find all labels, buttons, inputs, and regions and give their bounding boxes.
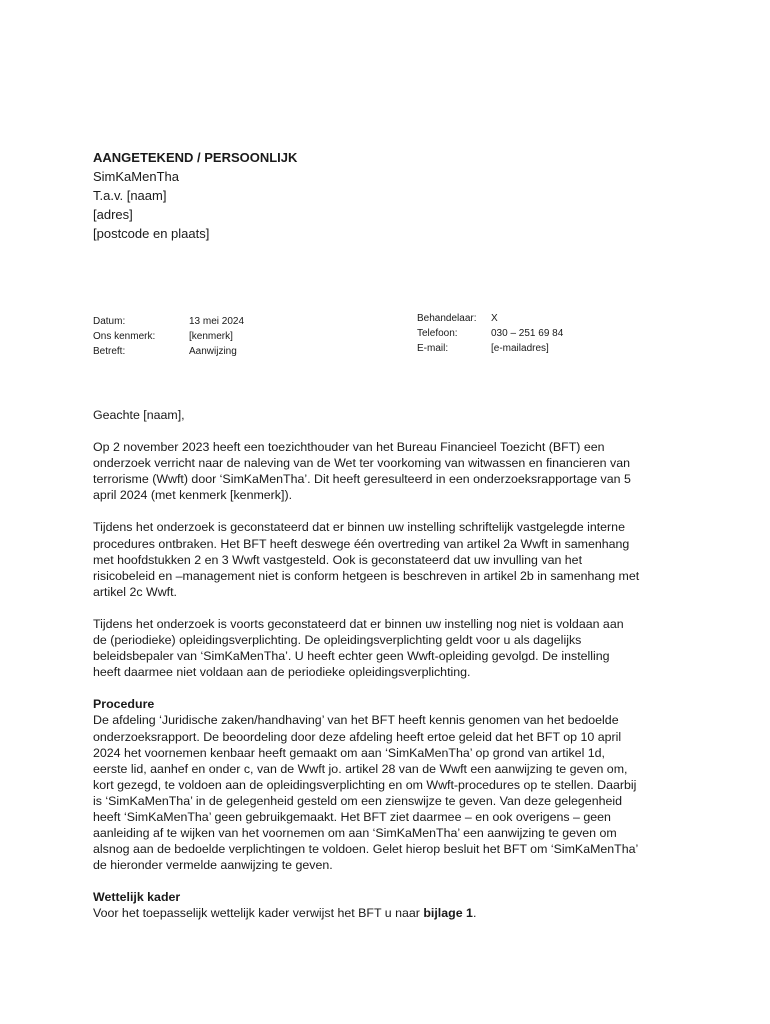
meta-row-phone [417, 326, 563, 341]
letter-meta-right [417, 311, 563, 356]
meta-value: [e-mailadres] [491, 343, 549, 354]
recipient-name: SimKaMenTha [93, 169, 179, 184]
legal-framework-period: . [472, 906, 477, 921]
recipient-attention: T.a.v. [naam] [93, 188, 167, 203]
registered-personal-heading: AANGETEKEND / PERSOONLIJK [93, 150, 298, 165]
annex-reference: bijlage 1 [423, 906, 473, 921]
text-line: 2024 het voornemen kenbaar heeft gemaakt om aan ‘SimKaMenTha’ op grond van artikel 1d, [93, 745, 605, 760]
paragraph-training-finding [93, 616, 683, 680]
text-line: Tijdens het onderzoek is geconstateerd dat er binnen uw instelling schriftelijk vastgelegde interne [93, 520, 625, 535]
text-line: alsnog aan de bedoelde verplichtingen te voldoen. Gelet hierop besluit het BFT om ‘SimKaMenTha’ [93, 842, 639, 857]
text-line: terrorisme (Wwft) door ‘SimKaMenTha’. Dit heeft geresulteerd in een onderzoeksrapportage van 5 [93, 472, 631, 487]
meta-label: Betreft: [93, 346, 126, 357]
text-line: is ‘SimKaMenTha’ in de gelegenheid gesteld om een zienswijze te geven. Van deze gelegenheid [93, 793, 623, 808]
letter-body [93, 407, 683, 922]
text-line: De afdeling ‘Juridische zaken/handhaving’ van het BFT heeft kennis genomen van het bedoelde [93, 713, 619, 728]
text-line: onderzoek verricht naar de naleving van de Wet ter voorkoming van witwassen en financieren van [93, 456, 630, 471]
meta-label: Ons kenmerk: [93, 331, 156, 342]
legal-framework-heading: Wettelijk kader [93, 890, 181, 905]
text-line: kort gezegd, te voldoen aan de opleidingsverplichting en om Wwft-procedures op te stellen. Daarbij [93, 777, 637, 792]
text-line: Tijdens het onderzoek is voorts geconstateerd dat er binnen uw instelling nog niet is voldaan aan [93, 616, 624, 631]
text-line: met hoofdstukken 2 en 3 Wwft vastgesteld. Ook is geconstateerd dat uw invulling van het [93, 552, 583, 567]
paragraph-investigation [93, 439, 683, 503]
address-block [93, 148, 297, 243]
text-line: april 2024 (met kenmerk [kenmerk]). [93, 488, 293, 503]
meta-row-email [417, 341, 563, 356]
meta-label: Telefoon: [417, 328, 458, 339]
text-line: onderzoeksrapport. De beoordeling door deze afdeling heeft ertoe geleid dat het BFT op 10 april [93, 729, 622, 744]
meta-label: Datum: [93, 316, 126, 327]
paragraph-legal-framework [93, 905, 683, 921]
paragraph-procedures-finding [93, 519, 683, 599]
meta-value: Aanwijzing [189, 346, 237, 357]
text-line: risicobeleid en –management niet is conform hetgeen is beschreven in artikel 2b in samenhang met [93, 568, 640, 583]
meta-value: 13 mei 2024 [189, 316, 245, 327]
meta-value: X [491, 313, 498, 324]
meta-label: Behandelaar: [417, 313, 477, 324]
meta-row-date [93, 314, 244, 329]
text-line: aanleiding af te wijken van het voornemen om aan ‘SimKaMenTha’ een aanwijzing te geven om [93, 826, 617, 841]
recipient-address: [adres] [93, 207, 133, 222]
text-line: artikel 2c Wwft. [93, 584, 177, 599]
meta-row-subject [93, 344, 244, 359]
text-line: Op 2 november 2023 heeft een toezichthouder van het Bureau Financieel Toezicht (BFT) een [93, 440, 605, 455]
legal-framework-text: Voor het toepasselijk wettelijk kader verwijst het BFT u naar [93, 906, 424, 921]
salutation: Geachte [naam], [93, 408, 185, 422]
text-line: beleidsbepaler van ‘SimKaMenTha’. U heeft echter geen Wwft-opleiding gevolgd. De instelling [93, 649, 610, 664]
meta-row-reference [93, 329, 244, 344]
text-line: heeft ‘SimKaMenTha’ geen gebruikgemaakt. Het BFT ziet daarmee – en ook overigens – geen [93, 809, 611, 824]
text-line: de hieronder vermelde aanwijzing te geven. [93, 858, 333, 873]
recipient-postcode-city: [postcode en plaats] [93, 226, 210, 241]
meta-value: [kenmerk] [189, 331, 233, 342]
meta-row-handler [417, 311, 563, 326]
text-line: eerste lid, aanhef en onder c, van de Wwft jo. artikel 28 van de Wwft een aanwijzing te geven om, [93, 761, 628, 776]
text-line: de (periodieke) opleidingsverplichting. De opleidingsverplichting geldt voor u als dagelijks [93, 633, 582, 648]
letter-meta-left [93, 314, 244, 359]
meta-value: 030 – 251 69 84 [491, 328, 564, 339]
text-line: heeft daarmee niet voldaan aan de periodieke opleidingsverplichting. [93, 665, 471, 680]
procedure-heading: Procedure [93, 697, 155, 712]
text-line: procedures ontbraken. Het BFT heeft deswege één overtreding van artikel 2a Wwft in samenhang [93, 536, 630, 551]
meta-label: E-mail: [417, 343, 449, 354]
paragraph-procedure [93, 712, 683, 873]
